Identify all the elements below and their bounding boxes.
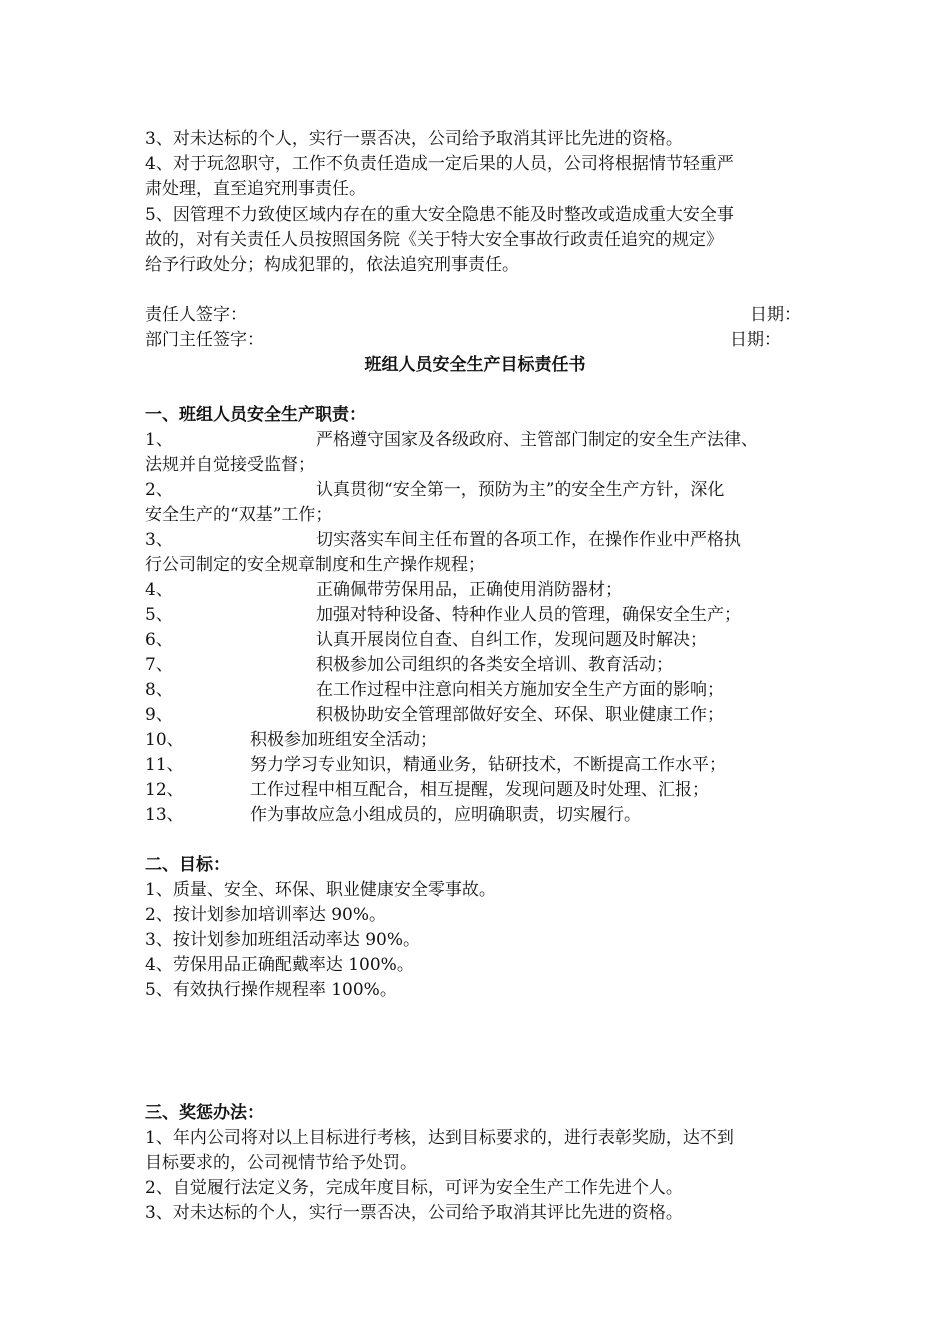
list-item-text: 法规并自觉接受监督； bbox=[145, 455, 315, 475]
paragraph-line: 3、对未达标的个人，实行一票否决，公司给予取消其评比先进的资格。 bbox=[145, 129, 683, 149]
list-item-text: 加强对特种设备、特种作业人员的管理，确保安全生产； bbox=[316, 605, 741, 625]
paragraph-line: 5、因管理不力致使区域内存在的重大安全隐患不能及时整改或造成重大安全事 bbox=[145, 205, 734, 225]
paragraph-line: 3、对未达标的个人，实行一票否决，公司给予取消其评比先进的资格。 bbox=[145, 1203, 683, 1223]
paragraph-line: 4、对于玩忽职守，工作不负责任造成一定后果的人员，公司将根据情节轻重严 bbox=[145, 154, 734, 174]
goal-item: 1、质量、安全、环保、职业健康安全零事故。 bbox=[145, 880, 496, 900]
goal-item: 4、劳保用品正确配戴率达 100%。 bbox=[145, 955, 414, 975]
date-label: 日期： bbox=[750, 305, 801, 325]
paragraph-line: 肃处理，直至追究刑事责任。 bbox=[145, 179, 366, 199]
list-item-number: 13、 bbox=[145, 805, 184, 825]
list-item-text: 严格遵守国家及各级政府、主管部门制定的安全生产法律、 bbox=[316, 430, 758, 450]
section-heading: 一、班组人员安全生产职责： bbox=[145, 405, 366, 425]
section-heading: 三、奖惩办法： bbox=[145, 1103, 264, 1123]
list-item-number: 10、 bbox=[145, 730, 184, 750]
signature-label: 部门主任签字： bbox=[145, 330, 264, 350]
list-item-text: 积极参加班组安全活动； bbox=[250, 730, 437, 750]
list-item-number: 11、 bbox=[145, 755, 184, 775]
list-item-number: 3、 bbox=[145, 530, 173, 550]
list-item-text: 切实落实车间主任布置的各项工作，在操作作业中严格执 bbox=[316, 530, 741, 550]
list-item-text: 在工作过程中注意向相关方施加安全生产方面的影响； bbox=[316, 680, 724, 700]
list-item-text: 工作过程中相互配合，相互提醒，发现问题及时处理、汇报； bbox=[250, 780, 709, 800]
paragraph-line: 1、年内公司将对以上目标进行考核，达到目标要求的，进行表彰奖励，达不到 bbox=[145, 1128, 734, 1148]
list-item-text: 正确佩带劳保用品，正确使用消防器材； bbox=[316, 580, 622, 600]
section-heading: 二、目标： bbox=[145, 855, 230, 875]
list-item-number: 4、 bbox=[145, 580, 173, 600]
list-item-number: 1、 bbox=[145, 430, 173, 450]
list-item-text: 积极参加公司组织的各类安全培训、教育活动； bbox=[316, 655, 673, 675]
list-item-text: 认真贯彻“安全第一，预防为主”的安全生产方针，深化 bbox=[316, 480, 725, 500]
list-item-text: 行公司制定的安全规章制度和生产操作规程； bbox=[145, 555, 485, 575]
list-item-text: 作为事故应急小组成员的，应明确职责，切实履行。 bbox=[250, 805, 641, 825]
document-title: 班组人员安全生产目标责任书 bbox=[364, 355, 586, 375]
list-item-number: 5、 bbox=[145, 605, 173, 625]
list-item-number: 8、 bbox=[145, 680, 173, 700]
paragraph-line: 给予行政处分；构成犯罪的，依法追究刑事责任。 bbox=[145, 255, 519, 275]
paragraph-line: 2、自觉履行法定义务，完成年度目标，可评为安全生产工作先进个人。 bbox=[145, 1178, 683, 1198]
list-item-number: 12、 bbox=[145, 780, 184, 800]
paragraph-line: 故的，对有关责任人员按照国务院《关于特大安全事故行政责任追究的规定》 bbox=[145, 230, 723, 250]
paragraph-line: 目标要求的，公司视情节给予处罚。 bbox=[145, 1153, 417, 1173]
list-item-number: 7、 bbox=[145, 655, 173, 675]
goal-item: 2、按计划参加培训率达 90%。 bbox=[145, 905, 387, 925]
list-item-text: 积极协助安全管理部做好安全、环保、职业健康工作； bbox=[316, 705, 724, 725]
goal-item: 3、按计划参加班组活动率达 90%。 bbox=[145, 930, 421, 950]
list-item-text: 认真开展岗位自查、自纠工作，发现问题及时解决； bbox=[316, 630, 707, 650]
list-item-number: 2、 bbox=[145, 480, 173, 500]
list-item-number: 6、 bbox=[145, 630, 173, 650]
date-label: 日期： bbox=[730, 330, 781, 350]
goal-item: 5、有效执行操作规程率 100%。 bbox=[145, 980, 397, 1000]
list-item-text: 努力学习专业知识，精通业务，钻研技术，不断提高工作水平； bbox=[250, 755, 726, 775]
list-item-number: 9、 bbox=[145, 705, 173, 725]
signature-label: 责任人签字： bbox=[145, 305, 247, 325]
list-item-text: 安全生产的“双基”工作； bbox=[145, 505, 333, 525]
